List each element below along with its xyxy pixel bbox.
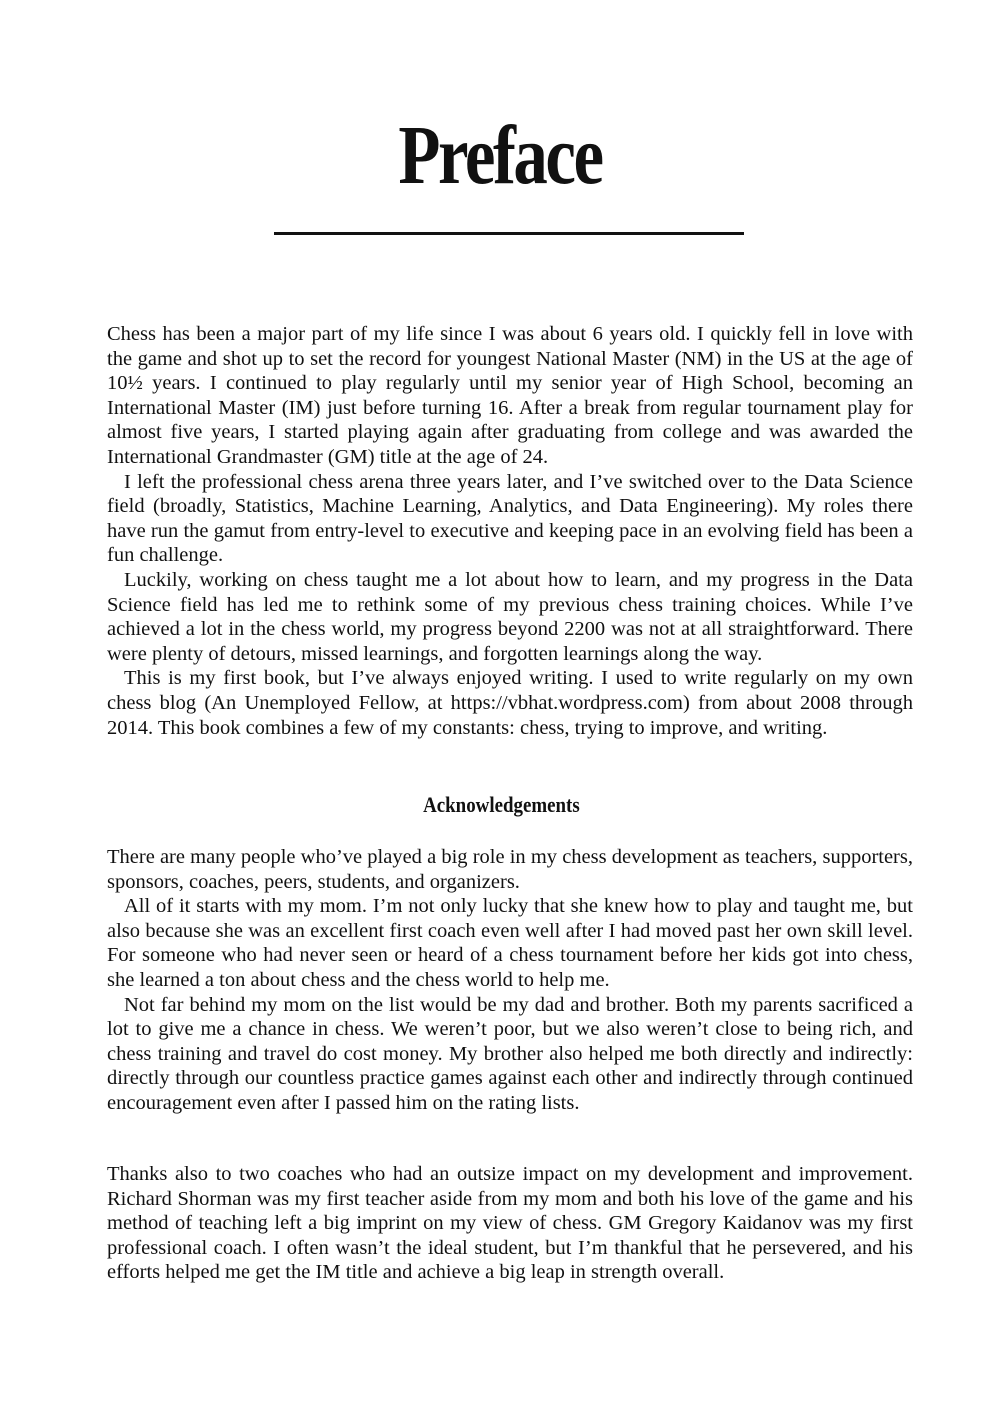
acknowledgements-paragraph-2: All of it starts with my mom. I’m not only lucky that she knew how to play and taught me, but also because she was an excellent first coach even well after I had moved past her own skill level. For someone who had never seen or heard of a chess tournament before her kids got into chess, she learned a ton about chess and the chess world to help me. <box>107 895 913 991</box>
preface-paragraph-4: This is my first book, but I’ve always enjoyed writing. I used to write regularly on my own chess blog (An Unemployed Fellow, at https://vbhat.wordpress.com) from about 2008 through 2014. This book combines a few of my constants: chess, trying to improve, and writing. <box>107 667 913 739</box>
acknowledgements-paragraph-4: Thanks also to two coaches who had an outsize impact on my development and improvement. Richard Shorman was my first teacher aside from my mom and both his love of the game and his method of teaching left a big imprint on my view of chess. GM Gregory Kaidanov was my first professional coach. I often wasn’t the ideal student, but I’m thankful that he persevered, and his efforts helped me get the IM title and achieve a big leap in strength overall. <box>107 1163 913 1284</box>
page-title: Preface <box>398 109 602 202</box>
acknowledgements-heading: Acknowledgements <box>423 792 580 817</box>
acknowledgements-paragraph-3: Not far behind my mom on the list would be my dad and brother. Both my parents sacrificed a lot to give me a chance in chess. We weren’t poor, but we also weren’t close to being rich, and chess training and travel do cost money. My brother also helped me both directly and indirectly: directly through our countless practice games against each other and indirectly through continued encouragement even after I passed him on the rating lists. <box>107 993 913 1114</box>
acknowledgements-body <box>107 845 913 1116</box>
acknowledgements-paragraph-1: There are many people who’ve played a big role in my chess development as teachers, supporters, sponsors, coaches, peers, students, and organizers. <box>107 846 913 893</box>
acknowledgements-body-continued <box>107 1162 913 1285</box>
preface-body <box>107 322 913 740</box>
preface-paragraph-1: Chess has been a major part of my life since I was about 6 years old. I quickly fell in love with the game and shot up to set the record for youngest National Master (NM) in the US at the age of 10½ years. I continued to play regularly until my senior year of High School, becoming an International Master (IM) just before turning 16. After a break from regular tournament play for almost five years, I started playing again after graduating from college and was awarded the International Grandmaster (GM) title at the age of 24. <box>107 323 913 468</box>
preface-paragraph-2: I left the professional chess arena three years later, and I’ve switched over to the Data Science field (broadly, Statistics, Machine Learning, Analytics, and Data Engineering). My roles there have run the gamut from entry-level to executive and keeping pace in an evolving field has been a fun challenge. <box>107 470 913 567</box>
preface-paragraph-3: Luckily, working on chess taught me a lot about how to learn, and my progress in the Data Science field has led me to rethink some of my previous chess training choices. While I’ve achieved a lot in the chess world, my progress beyond 2200 was not at all straightforward. There were plenty of detours, missed learnings, and forgotten learnings along the way. <box>107 568 913 665</box>
title-divider <box>274 232 744 235</box>
